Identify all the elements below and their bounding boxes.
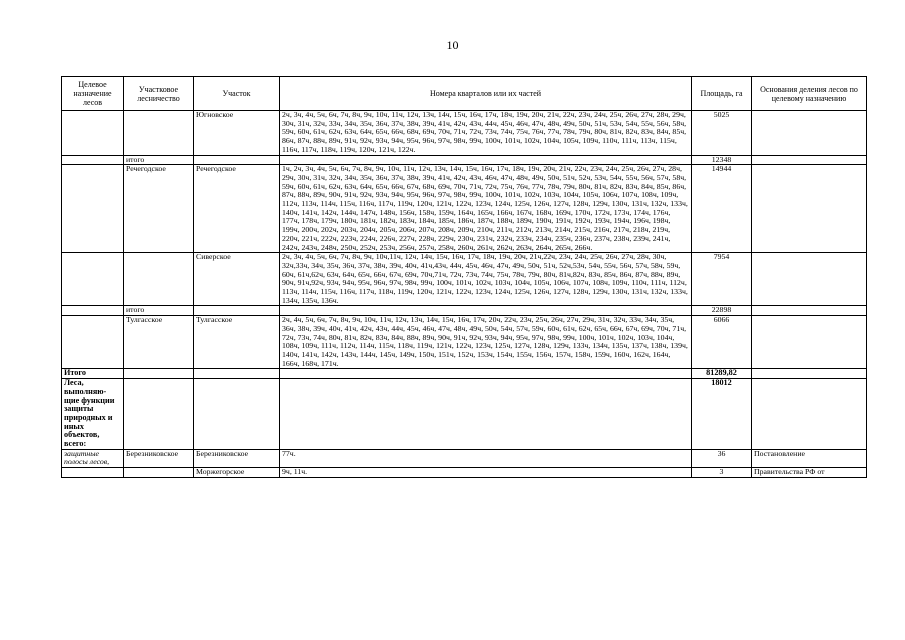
cell-basis <box>752 111 867 156</box>
cell-district: итого <box>124 155 194 165</box>
forest-quarters-table <box>61 76 867 478</box>
cell-area: 14944 <box>692 165 752 253</box>
table-row <box>62 449 867 467</box>
cell-empty <box>280 379 692 450</box>
cell-basis: Правительства РФ от <box>752 468 867 478</box>
cell-district: Тулгасское <box>124 316 194 369</box>
cell-district <box>124 111 194 156</box>
cell-purpose <box>62 111 124 156</box>
protective-label: Леса, выполняю-щие функции защиты природных и иных объектов, всего: <box>62 379 124 450</box>
cell-purpose <box>62 468 124 478</box>
header-basis: Основания деления лесов по целевому назначению <box>752 77 867 111</box>
cell-area: 3 <box>692 468 752 478</box>
cell-plot: Речегодское <box>194 165 280 253</box>
cell-quarters: 2ч, 4ч, 5ч, 6ч, 7ч, 8ч, 9ч, 10ч, 11ч, 12ч, 13ч, 14ч, 15ч, 16ч, 17ч, 20ч, 22ч, 23ч, 25ч, 26ч, 27ч, 29ч, 31ч, 32ч, 33ч, 34ч, 35ч, 36ч, 38ч, 39ч, 40ч, 41ч, 42ч, 43ч, 44ч, 45ч, 46ч, 47ч, 48ч, 49ч, 50ч, 54ч, 57ч, 59ч, 60ч, 61ч, 62ч, 65ч, 66ч, 67ч, 69ч, 70ч, 71ч, 72ч, 73ч, 74ч, 80ч, 81ч, 82ч, 83ч, 84ч, 88ч, 89ч, 90ч, 91ч, 92ч, 93ч, 94ч, 95ч, 97ч, 98ч, 99ч, 100ч, 101ч, 102ч, 103ч, 104ч, 108ч, 109ч, 111ч, 112ч, 114ч, 115ч, 118ч, 119ч, 121ч, 122ч, 123ч, 125ч, 127ч, 128ч, 129ч, 133ч, 134ч, 135ч, 137ч, 138ч, 139ч, 140ч, 141ч, 142ч, 143ч, 144ч, 145ч, 149ч, 150ч, 151ч, 152ч, 153ч, 154ч, 155ч, 156ч, 157ч, 158ч, 159ч, 160ч, 162ч, 164ч, 166ч, 168ч, 171ч. <box>280 316 692 369</box>
cell-plot <box>194 306 280 316</box>
cell-plot: Моржегорское <box>194 468 280 478</box>
cell-plot <box>194 155 280 165</box>
cell-basis: Постановление <box>752 449 867 467</box>
table-row <box>62 253 867 306</box>
cell-area: 6066 <box>692 316 752 369</box>
cell-empty <box>752 379 867 450</box>
cell-purpose <box>62 316 124 369</box>
table-header-row <box>62 77 867 111</box>
table-row <box>62 111 867 156</box>
table-row <box>62 155 867 165</box>
cell-purpose <box>62 253 124 306</box>
header-quarters: Номера кварталов или их частей <box>280 77 692 111</box>
cell-basis <box>752 253 867 306</box>
cell-quarters: 1ч, 2ч, 3ч, 4ч, 5ч, 6ч, 7ч, 8ч, 9ч, 10ч, 11ч, 12ч, 13ч, 14ч, 15ч, 16ч, 17ч, 18ч, 19ч, 20ч, 21ч, 22ч, 23ч, 24ч, 25ч, 26ч, 27ч, 28ч, 29ч, 30ч, 31ч, 32ч, 34ч, 35ч, 36ч, 37ч, 38ч, 39ч, 41ч, 42ч, 43ч, 46ч, 47ч, 48ч, 49ч, 50ч, 51ч, 52ч, 53ч, 54ч, 55ч, 56ч, 57ч, 58ч, 59ч, 60ч, 61ч, 62ч, 63ч, 64ч, 65ч, 66ч, 67ч, 68ч, 69ч, 70ч, 71ч, 72ч, 75ч, 76ч, 77ч, 78ч, 79ч, 80ч, 81ч, 82ч, 83ч, 84ч, 85ч, 86ч, 87ч, 88ч, 89ч, 90ч, 91ч, 92ч, 93ч, 94ч, 95ч, 96ч, 97ч, 98ч, 99ч, 100ч, 101ч, 102ч, 103ч, 104ч, 105ч, 106ч, 107ч, 108ч, 109ч, 112ч, 113ч, 114ч, 115ч, 116ч, 117ч, 119ч, 120ч, 121ч, 122ч, 123ч, 124ч, 125ч, 126ч, 127ч, 128ч, 129ч, 130ч, 131ч, 132ч, 133ч, 140ч, 141ч, 142ч, 144ч, 147ч, 148ч, 156ч, 158ч, 159ч, 164ч, 165ч, 166ч, 167ч, 168ч, 169ч, 170ч, 172ч, 173ч, 174ч, 176ч, 177ч, 178ч, 179ч, 180ч, 181ч, 182ч, 183ч, 184ч, 185ч, 186ч, 187ч, 188ч, 189ч, 190ч, 191ч, 192ч, 193ч, 194ч, 196ч, 198ч, 199ч, 200ч, 202ч, 203ч, 204ч, 205ч, 206ч, 207ч, 208ч, 209ч, 210ч, 211ч, 212ч, 213ч, 214ч, 215ч, 216ч, 217ч, 218ч, 219ч, 220ч, 221ч, 222ч, 223ч, 224ч, 226ч, 227ч, 228ч, 229ч, 230ч, 231ч, 232ч, 233ч, 234ч, 235ч, 236ч, 237ч, 238ч, 239ч, 241ч, 242ч, 243ч, 248ч, 250ч, 252ч, 253ч, 256ч, 257ч, 258ч, 260ч, 261ч, 262ч, 263ч, 264ч, 265ч, 266ч. <box>280 165 692 253</box>
cell-plot: Березниковское <box>194 449 280 467</box>
cell-basis <box>752 155 867 165</box>
cell-plot: Югновское <box>194 111 280 156</box>
cell-empty <box>752 369 867 379</box>
table-row <box>62 306 867 316</box>
cell-basis <box>752 306 867 316</box>
protective-area: 18012 <box>692 379 752 450</box>
cell-district <box>124 253 194 306</box>
cell-area: 22898 <box>692 306 752 316</box>
total-row <box>62 369 867 379</box>
cell-area: 12348 <box>692 155 752 165</box>
cell-empty <box>124 379 194 450</box>
cell-area: 7954 <box>692 253 752 306</box>
cell-purpose: защитные полосы лесов, <box>62 449 124 467</box>
cell-empty <box>194 369 280 379</box>
cell-area: 5025 <box>692 111 752 156</box>
cell-empty <box>194 379 280 450</box>
total-label: Итого <box>62 369 124 379</box>
header-area: Площадь, га <box>692 77 752 111</box>
cell-purpose <box>62 165 124 253</box>
cell-plot: Тулгасское <box>194 316 280 369</box>
cell-district <box>124 468 194 478</box>
cell-quarters: 77ч. <box>280 449 692 467</box>
cell-district: итого <box>124 306 194 316</box>
table-row <box>62 316 867 369</box>
cell-district: Березниковское <box>124 449 194 467</box>
cell-purpose <box>62 306 124 316</box>
table-row <box>62 165 867 253</box>
header-plot: Участок <box>194 77 280 111</box>
cell-quarters <box>280 306 692 316</box>
cell-area: 36 <box>692 449 752 467</box>
cell-basis <box>752 316 867 369</box>
cell-district: Речегодское <box>124 165 194 253</box>
cell-empty <box>280 369 692 379</box>
cell-empty <box>124 369 194 379</box>
cell-purpose <box>62 155 124 165</box>
protective-forests-row <box>62 379 867 450</box>
cell-quarters: 2ч, 3ч, 4ч, 5ч, 6ч, 7ч, 8ч, 9ч, 10ч, 11ч, 12ч, 13ч, 14ч, 15ч, 16ч, 17ч, 18ч, 19ч, 20ч, 21ч, 22ч, 23ч, 24ч, 25ч, 26ч, 27ч, 28ч, 29ч, 30ч, 31ч, 32ч, 33ч, 34ч, 35ч, 36ч, 37ч, 38ч, 39ч, 41ч, 42ч, 43ч, 44ч, 45ч, 46ч, 47ч, 48ч, 49ч, 50ч, 51ч, 53ч, 54ч, 55ч, 56ч, 58ч, 59ч, 60ч, 61ч, 62ч, 63ч, 64ч, 65ч, 66ч, 68ч, 69ч, 70ч, 71ч, 72ч, 73ч, 74ч, 75ч, 76ч, 77ч, 78ч, 79ч, 80ч, 81ч, 82ч, 83ч, 84ч, 85ч, 86ч, 87ч, 88ч, 89ч, 91ч, 92ч, 93ч, 94ч, 95ч, 96ч, 97ч, 98ч, 99ч, 100ч, 101ч, 102ч, 104ч, 105ч, 109ч, 110ч, 111ч, 113ч, 115ч, 116ч, 117ч, 118ч, 119ч, 120ч, 121ч, 122ч. <box>280 111 692 156</box>
cell-plot: Сиверское <box>194 253 280 306</box>
table-row <box>62 468 867 478</box>
cell-quarters: 9ч, 11ч. <box>280 468 692 478</box>
header-purpose: Целевое назначение лесов <box>62 77 124 111</box>
total-area: 81289,82 <box>692 369 752 379</box>
header-district: Участковое лесничество <box>124 77 194 111</box>
page-number: 10 <box>446 38 459 52</box>
cell-quarters <box>280 155 692 165</box>
cell-basis <box>752 165 867 253</box>
cell-quarters: 2ч, 3ч, 4ч, 5ч, 6ч, 7ч, 8ч, 9ч, 10ч,11ч, 12ч, 14ч, 15ч, 16ч, 17ч, 18ч, 19ч, 20ч, 21ч,22ч, 23ч, 24ч, 25ч, 26ч, 27ч, 28ч, 30ч, 32ч,33ч, 34ч, 35ч, 36ч, 37ч, 38ч, 39ч, 40ч, 41ч,43ч, 44ч, 45ч, 46ч, 47ч, 49ч, 50ч, 51ч, 52ч,53ч, 54ч, 55ч, 56ч, 57ч, 58ч, 59ч, 60ч, 61ч,62ч, 63ч, 64ч, 65ч, 66ч, 67ч, 69ч, 70ч,71ч, 72ч, 73ч, 74ч, 75ч, 78ч, 79ч, 80ч, 81ч,82ч, 83ч, 85ч, 86ч, 87ч, 88ч, 89ч, 90ч, 91ч,92ч, 93ч, 94ч, 95ч, 96ч, 97ч, 98ч, 99ч, 100ч, 101ч, 102ч, 103ч, 104ч, 105ч, 106ч, 107ч, 108ч, 109ч, 110ч, 111ч, 112ч, 113ч, 114ч, 115ч, 116ч, 117ч, 118ч, 119ч, 120ч, 121ч, 122ч, 123ч, 124ч, 125ч, 126ч, 127ч, 128ч, 129ч, 130ч, 131ч, 132ч, 133ч, 134ч, 135ч, 136ч. <box>280 253 692 306</box>
